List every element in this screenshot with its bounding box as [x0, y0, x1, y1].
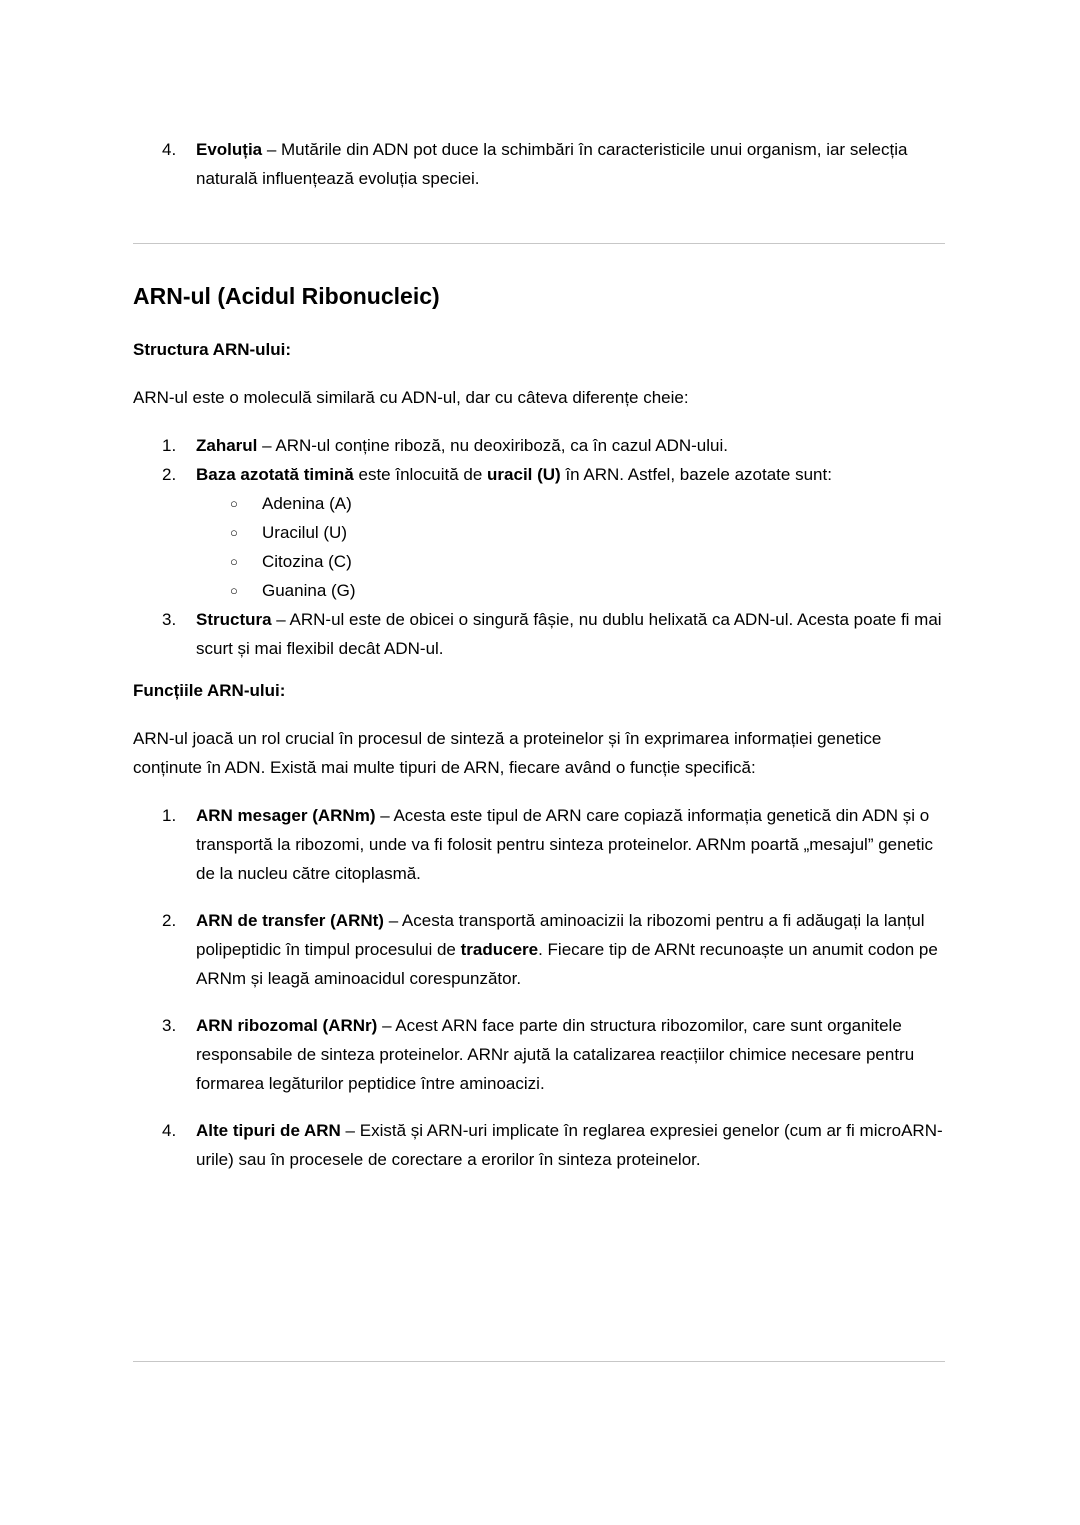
- section-divider-top: [133, 243, 945, 244]
- functii-list: [133, 801, 945, 1174]
- text-run: – Acesta este tipul de ARN care copiază informația genetică din ADN și o transportă la ribozomi, unde va fi folosit pentru sinteza proteinelor. ARNm poartă „mesajul” genetic de la nucleu către citoplasmă.: [196, 806, 934, 883]
- text-run: Alte tipuri de ARN: [196, 1121, 341, 1140]
- structura-list: [133, 431, 945, 663]
- list-item-evolutia: [162, 135, 945, 193]
- text-run: – ARN-ul este de obicei o singură fâșie, nu dublu helixată ca ADN-ul. Acesta poate fi mai scurt și mai flexibil decât ADN-ul.: [196, 610, 942, 658]
- text-run: în ARN. Astfel, bazele azotate sunt:: [560, 465, 832, 484]
- text-run: – Mutările din ADN pot duce la schimbări în caracteristicile unui organism, iar selecția naturală influențează evoluția speciei.: [196, 140, 908, 188]
- circle-bullet-icon: ○: [230, 554, 238, 569]
- text-run: – Acest ARN face parte din structura ribozomilor, care sunt organitele responsabile de sinteza proteinelor. ARNr ajută la catalizarea reacțiilor chimice necesare pentru formarea legăturilor peptidice între aminoacizi.: [196, 1016, 915, 1093]
- list-item-alte-tipuri: [162, 1116, 945, 1174]
- list-item-arn-transfer: [162, 906, 945, 993]
- sub-list-item-text: Citozina (C): [262, 552, 352, 571]
- text-run: Structura: [196, 610, 272, 629]
- sub-list-item-citozina: [230, 547, 945, 576]
- list-item-structura: [162, 605, 945, 663]
- text-run: . Fiecare tip de ARNt recunoaște un anumit codon pe ARNm și leagă aminoacidul corespunzător.: [196, 940, 938, 988]
- text-run: traducere: [460, 940, 539, 959]
- list-number: 1.: [162, 806, 177, 825]
- list-item-text: [196, 1116, 945, 1174]
- list-number: 3.: [162, 1016, 177, 1035]
- structura-intro: ARN-ul este o moleculă similară cu ADN-ul, dar cu câteva diferențe cheie:: [133, 388, 689, 407]
- section-title: ARN-ul (Acidul Ribonucleic): [133, 283, 440, 309]
- list-item-text: [196, 135, 945, 193]
- list-item-zaharul: [162, 431, 945, 460]
- sub-list-item-guanina: [230, 576, 945, 605]
- text-run: Baza azotată timină: [196, 465, 354, 484]
- bazele-azotate-sublist: [133, 489, 945, 605]
- sub-list-item-adenina: [230, 489, 945, 518]
- list-number: 3.: [162, 610, 177, 629]
- list-number: 2.: [162, 465, 177, 484]
- list-number: 2.: [162, 911, 177, 930]
- list-number: 4.: [162, 1121, 177, 1140]
- sub-list-item-text: Uracilul (U): [262, 523, 347, 542]
- sub-list-item-text: Adenina (A): [262, 494, 352, 513]
- text-run: Evoluția: [196, 140, 263, 159]
- text-run: – Există și ARN-uri implicate în reglarea expresiei genelor (cum ar fi microARN-urile) sau în procesele de corectare a erorilor în sinteza proteinelor.: [196, 1121, 943, 1169]
- structura-heading: Structura ARN-ului:: [133, 340, 292, 359]
- text-run: ARN mesager (ARNm): [196, 806, 376, 825]
- list-item-arn-mesager: [162, 801, 945, 888]
- list-item-text: [196, 605, 945, 663]
- circle-bullet-icon: ○: [230, 583, 238, 598]
- list-item-text: [196, 1011, 945, 1098]
- text-run: Zaharul: [196, 436, 258, 455]
- text-run: ARN ribozomal (ARNr): [196, 1016, 378, 1035]
- text-run: ARN de transfer (ARNt): [196, 911, 384, 930]
- circle-bullet-icon: ○: [230, 496, 238, 511]
- sub-list-item-text: Guanina (G): [262, 581, 356, 600]
- text-run: – ARN-ul conține riboză, nu deoxiriboză, ca în cazul ADN-ului.: [257, 436, 728, 455]
- text-run: este înlocuită de: [353, 465, 488, 484]
- list-number: 1.: [162, 436, 177, 455]
- circle-bullet-icon: ○: [230, 525, 238, 540]
- text-run: uracil (U): [487, 465, 561, 484]
- list-item-text: [196, 801, 945, 888]
- sub-list-item-uracilul: [230, 518, 945, 547]
- functii-intro: ARN-ul joacă un rol crucial în procesul de sinteză a proteinelor și în exprimarea informației genetice conținute în ADN. Există mai multe tipuri de ARN, fiecare având o funcție specifică:: [133, 729, 882, 777]
- list-item-text: [196, 431, 945, 460]
- text-run: – Acesta transportă aminoacizii la ribozomi pentru a fi adăugați la lanțul polipeptidic în timpul procesului de: [196, 911, 925, 959]
- list-item-baza-azotata: [162, 460, 945, 489]
- list-item-text: [196, 460, 945, 489]
- list-item-text: [196, 906, 945, 993]
- list-item-arn-ribozomal: [162, 1011, 945, 1098]
- list-number: 4.: [162, 140, 177, 159]
- functii-heading: Funcțiile ARN-ului:: [133, 681, 286, 700]
- section-divider-bottom: [133, 1361, 945, 1362]
